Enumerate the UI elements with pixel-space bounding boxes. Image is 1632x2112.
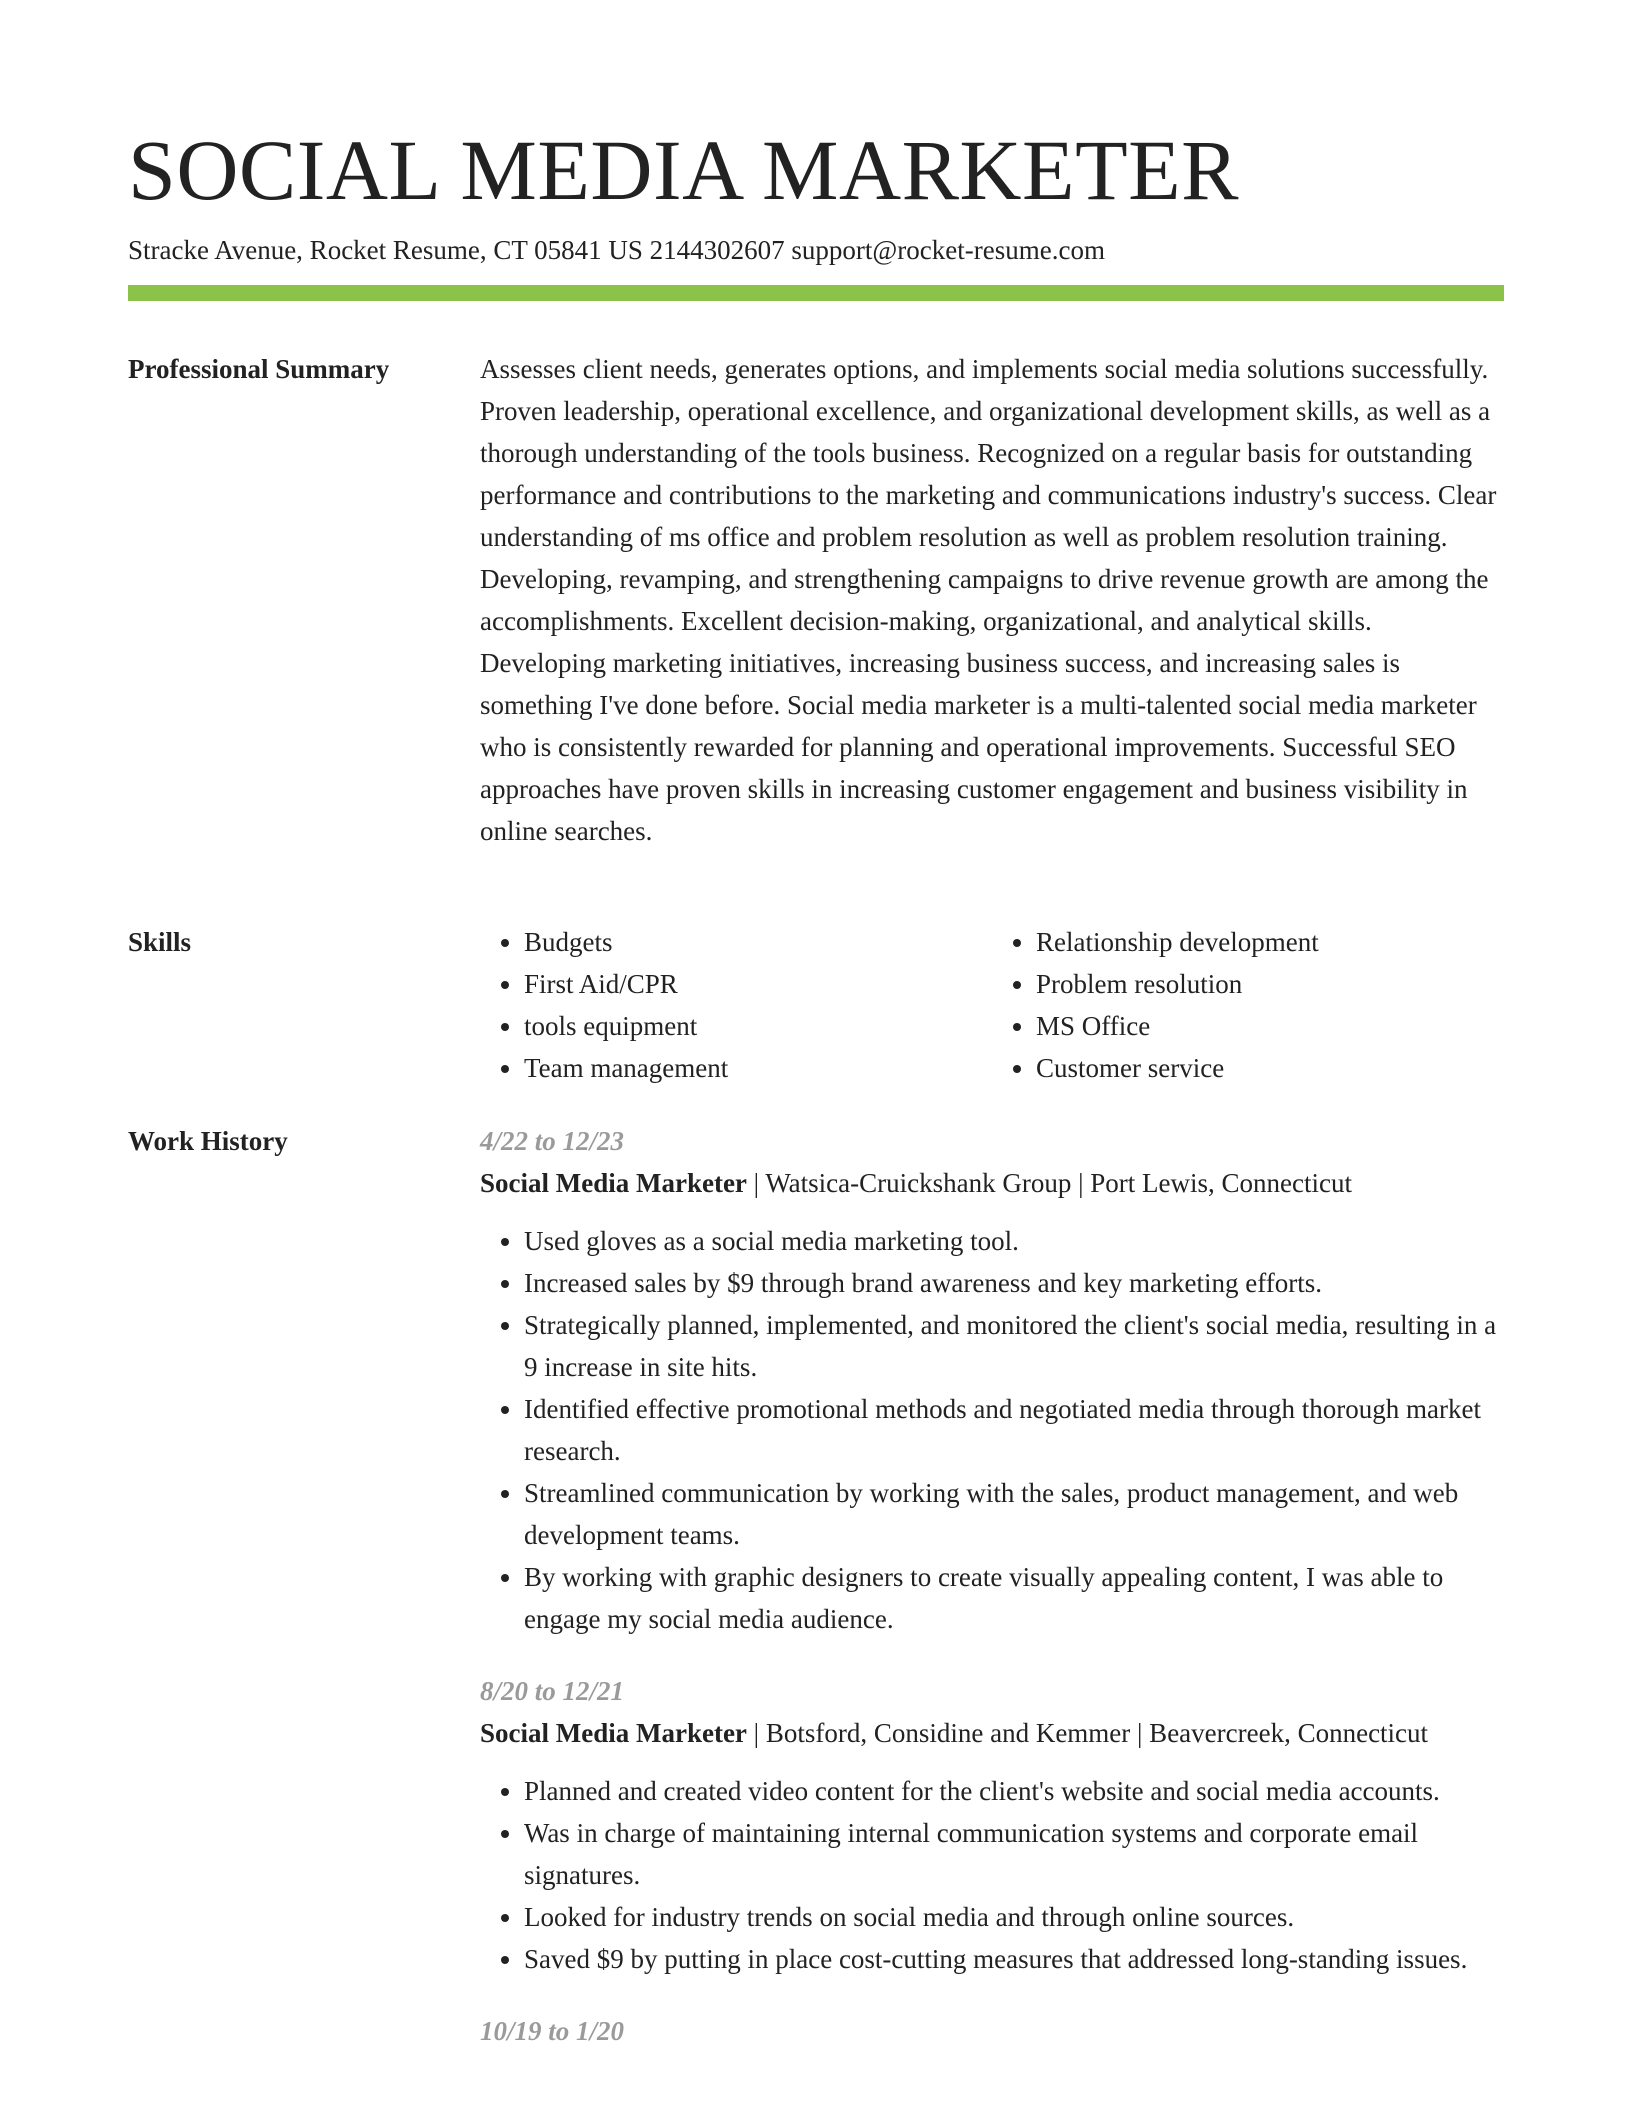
job-company-location: | Botsford, Considine and Kemmer | Beavercreek, Connecticut [746,1718,1429,1748]
skills-label: Skills [128,927,192,957]
skill-item: • First Aid/CPR [524,963,992,1005]
skills-list-left [480,921,992,1089]
skill-item: • Budgets [524,921,992,963]
job-title-line [480,1712,1504,1754]
skills-section [480,921,1504,1089]
job-bullets [480,1220,1504,1640]
job-entry [480,1670,1504,1980]
skill-item: • Customer service [1036,1047,1504,1089]
work-history-label: Work History [128,1126,288,1156]
resume-name-heading: SOCIAL MEDIA MARKETER [128,122,1239,218]
skill-item: • Relationship development [1036,921,1504,963]
job-bullet: • Looked for industry trends on social media and through online sources. [524,1896,1504,1938]
skill-item: • Problem resolution [1036,963,1504,1005]
job-title: Social Media Marketer [480,1718,747,1748]
skill-item: • Team management [524,1047,992,1089]
job-bullet: • By working with graphic designers to create visually appealing content, I was able to engage my social media audience. [524,1556,1504,1640]
accent-divider [128,285,1504,301]
job-dates: 4/22 to 12/23 [480,1126,625,1156]
job-company-location: | Watsica-Cruickshank Group | Port Lewis, Connecticut [746,1168,1352,1198]
contact-line: Stracke Avenue, Rocket Resume, CT 05841 US 2144302607 support@rocket-resume.com [128,235,1105,265]
job-bullet: • Used gloves as a social media marketing tool. [524,1220,1504,1262]
job-bullet: • Was in charge of maintaining internal communication systems and corporate email signatures. [524,1812,1504,1896]
job-bullet: • Saved $9 by putting in place cost-cutting measures that addressed long-standing issues. [524,1938,1504,1980]
skill-item: • tools equipment [524,1005,992,1047]
job-bullet: • Identified effective promotional methods and negotiated media through thorough market research. [524,1388,1504,1472]
job-bullet: • Planned and created video content for the client's website and social media accounts. [524,1770,1504,1812]
job-title-line [480,1162,1504,1204]
job-entry [480,1120,1504,1640]
job-dates: 8/20 to 12/21 [480,1676,625,1706]
skills-list-right [992,921,1504,1089]
summary-label: Professional Summary [128,354,390,384]
work-history-section [480,1120,1504,2082]
summary-section [480,348,1504,852]
job-bullet: • Streamlined communication by working with the sales, product management, and web development teams. [524,1472,1504,1556]
summary-text: Assesses client needs, generates options, and implements social media solutions successfully. Proven leadership, operational excellence, and organizational development skills, as well as a thorough understanding of the tools business. Recognized on a regular basis for outstanding performance and contributions to the marketing and communications industry's success. Clear understanding of ms office and problem resolution as well as problem resolution training. Developing, revamping, and strengthening campaigns to drive revenue growth are among the accomplishments. Excellent decision-making, organizational, and analytical skills. Developing marketing initiatives, increasing business success, and increasing sales is something I've done before. Social media marketer is a multi-talented social media marketer who is consistently rewarded for planning and operational improvements. Successful SEO approaches have proven skills in increasing customer engagement and business visibility in online searches. [480,354,1497,846]
job-title: Social Media Marketer [480,1168,747,1198]
job-entry [480,2010,1504,2052]
job-bullets [480,1770,1504,1980]
job-bullet: • Increased sales by $9 through brand awareness and key marketing efforts. [524,1262,1504,1304]
job-dates: 10/19 to 1/20 [480,2016,625,2046]
job-bullet: • Strategically planned, implemented, and monitored the client's social media, resulting in a 9 increase in site hits. [524,1304,1504,1388]
skill-item: • MS Office [1036,1005,1504,1047]
